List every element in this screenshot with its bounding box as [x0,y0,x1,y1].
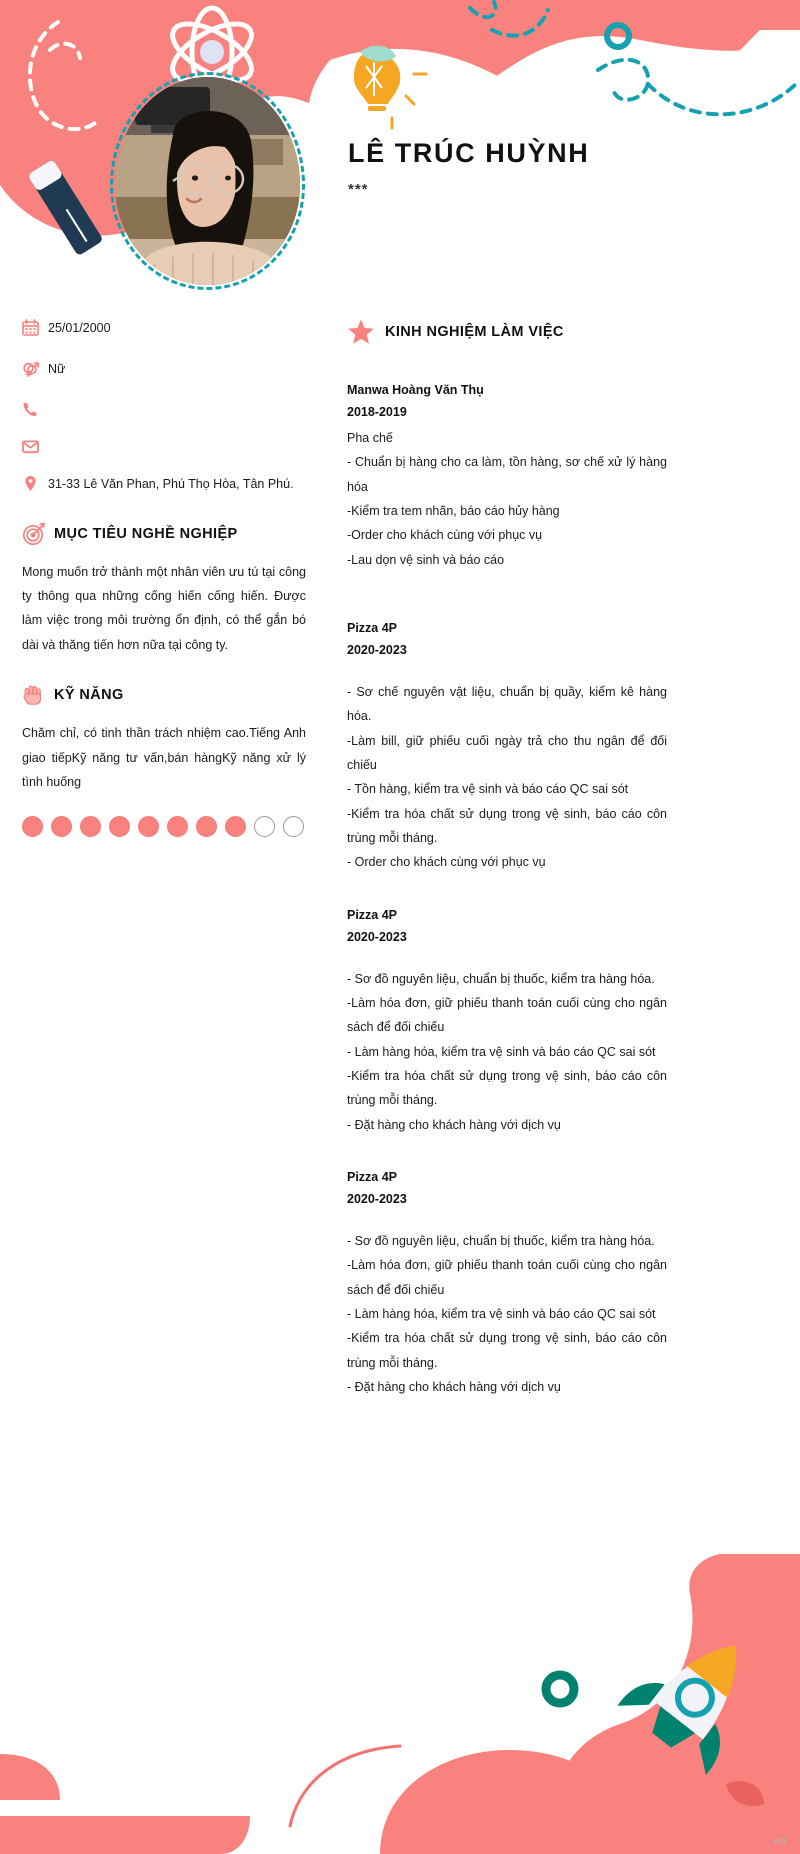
experience-entry [347,380,667,572]
contact-row-dob [22,318,306,340]
right-column [347,318,667,1430]
job-bullet: -Kiểm tra hóa chất sử dụng trong vệ sinh, báo cáo côn trùng mỗi tháng. [347,1069,667,1108]
job-bullet: -Kiểm tra hóa chất sử dụng trong vệ sinh, báo cáo côn trùng mỗi tháng. [347,1331,667,1370]
contact-row-phone [22,400,306,418]
spacer [347,664,667,680]
job-years: 2020-2023 [347,642,407,657]
teal-ring-bottom [546,1675,574,1703]
candidate-subtitle: *** [348,181,369,199]
rating-dot-empty [254,816,275,837]
job-bullet: -Order cho khách cùng với phục vụ [347,528,543,543]
dob-value: 25/01/2000 [48,321,111,335]
skills-rating [22,816,306,837]
objective-body: Mong muốn trở thành một nhân viên ưu tú tại công ty thông qua những cống hiến cống hiến. Được làm việc trong môi trường ổn định, có thể gắn bó dài và thăng tiến hơn nữa tại công ty. [22,564,306,652]
star-icon [347,318,385,346]
location-icon [22,474,48,492]
section-header-objective [22,522,306,546]
job-bullet: -Kiểm tra tem nhãn, báo cáo hủy hàng [347,503,560,518]
rating-dot-filled [22,816,43,837]
job-bullet: - Sơ đồ nguyên liệu, chuẩn bị thuốc, kiểm tra hàng hóa. [347,1233,655,1248]
job-years: 2020-2023 [347,929,407,944]
phone-icon [22,400,48,418]
job-bullet: - Làm hàng hóa, kiểm tra vệ sinh và báo cáo QC sai sót [347,1044,656,1059]
candidate-name: LÊ TRÚC HUỲNH [348,138,590,168]
job-bullet: -Làm hóa đơn, giữ phiếu thanh toán cuối cùng cho ngân sách để đối chiếu [347,1258,667,1297]
job-role: Pha chế [347,430,393,445]
profile-photo [110,72,305,290]
gender-icon [22,359,48,377]
contact-row-email [22,437,306,455]
spacer [347,1213,667,1229]
experience-entry [347,618,667,875]
job-bullet: -Lau dọn vệ sinh và báo cáo [347,552,505,567]
job-company: Pizza 4P [347,907,398,922]
rating-dot-filled [80,816,101,837]
skills-body: Chăm chỉ, có tinh thần trách nhiệm cao.Tiếng Anh giao tiếpKỹ năng tư vấn,bán hàngKỹ năng xử lý tình huống [22,726,306,789]
experience-entry [347,905,667,1137]
job-company: Pizza 4P [347,1170,398,1185]
spacer [347,951,667,967]
address-value: 31-33 Lê Văn Phan, Phú Thọ Hòa, Tân Phú. [48,476,294,491]
job-bullet: - Sơ chế nguyên vật liệu, chuẩn bị quầy, kiểm kê hàng hóa. [347,684,667,724]
bottom-decorative-banner [0,1554,800,1854]
atom-nucleus [200,40,224,64]
job-bullet: - Sơ đồ nguyên liệu, chuẩn bị thuốc, kiểm tra hàng hóa. [347,971,655,986]
experience-entry [347,1167,667,1399]
rating-dot-empty [283,816,304,837]
job-bullet: -Kiểm tra hóa chất sử dụng trong vệ sinh, báo cáo côn trùng mỗi tháng. [347,806,667,845]
footer-watermark: . VN [766,1836,786,1846]
experience-title: KINH NGHIỆM LÀM VIỆC [385,324,564,340]
job-bullet: -Làm bill, giữ phiếu cuối ngày trả cho thu ngân để đối chiếu [347,733,667,772]
skills-title: KỸ NĂNG [54,687,124,704]
rating-dot-filled [138,816,159,837]
job-years: 2020-2023 [347,1192,407,1206]
contact-row-gender [22,359,306,381]
target-icon [22,522,54,546]
rating-dot-filled [51,816,72,837]
rating-dot-filled [109,816,130,837]
rating-dot-filled [167,816,188,837]
spacer [347,602,667,618]
job-years: 2018-2019 [347,404,407,419]
name-block [348,138,768,198]
coral-corner-left [0,1754,60,1800]
objective-title: MỤC TIÊU NGHỀ NGHIỆP [54,525,238,542]
job-bullet: - Đặt hàng cho khách hàng với dịch vụ [347,1117,561,1132]
job-bullet: - Order cho khách cùng với phục vụ [347,855,546,870]
job-bullet: - Làm hàng hóa, kiểm tra vệ sinh và báo cáo QC sai sót [347,1307,656,1321]
job-bullet: - Đặt hàng cho khách hàng với dịch vụ [347,1380,561,1395]
coral-arc [290,1746,400,1826]
job-bullet: - Chuẩn bị hàng cho ca làm, tồn hàng, sơ chế xử lý hàng hóa [347,455,667,494]
job-company: Manwa Hoàng Văn Thụ [347,383,484,397]
coral-bar-bottom-left [0,1816,250,1854]
section-header-skills [22,683,306,707]
email-icon [22,437,48,455]
section-header-experience [347,318,667,346]
photo-image [115,77,300,285]
job-company: Pizza 4P [347,621,398,635]
rating-dot-filled [196,816,217,837]
dashed-loop-c [598,60,648,100]
hand-icon [22,683,54,707]
job-bullet: - Tồn hàng, kiểm tra vệ sinh và báo cáo QC sai sót [347,782,629,797]
rating-dot-filled [225,816,246,837]
contact-row-address [22,474,306,496]
job-bullet: -Làm hóa đơn, giữ phiếu thanh toán cuối cùng cho ngân sách để đối chiếu [347,995,667,1035]
left-column [22,318,306,837]
gender-value: Nữ [48,361,66,376]
calendar-icon [22,318,48,336]
